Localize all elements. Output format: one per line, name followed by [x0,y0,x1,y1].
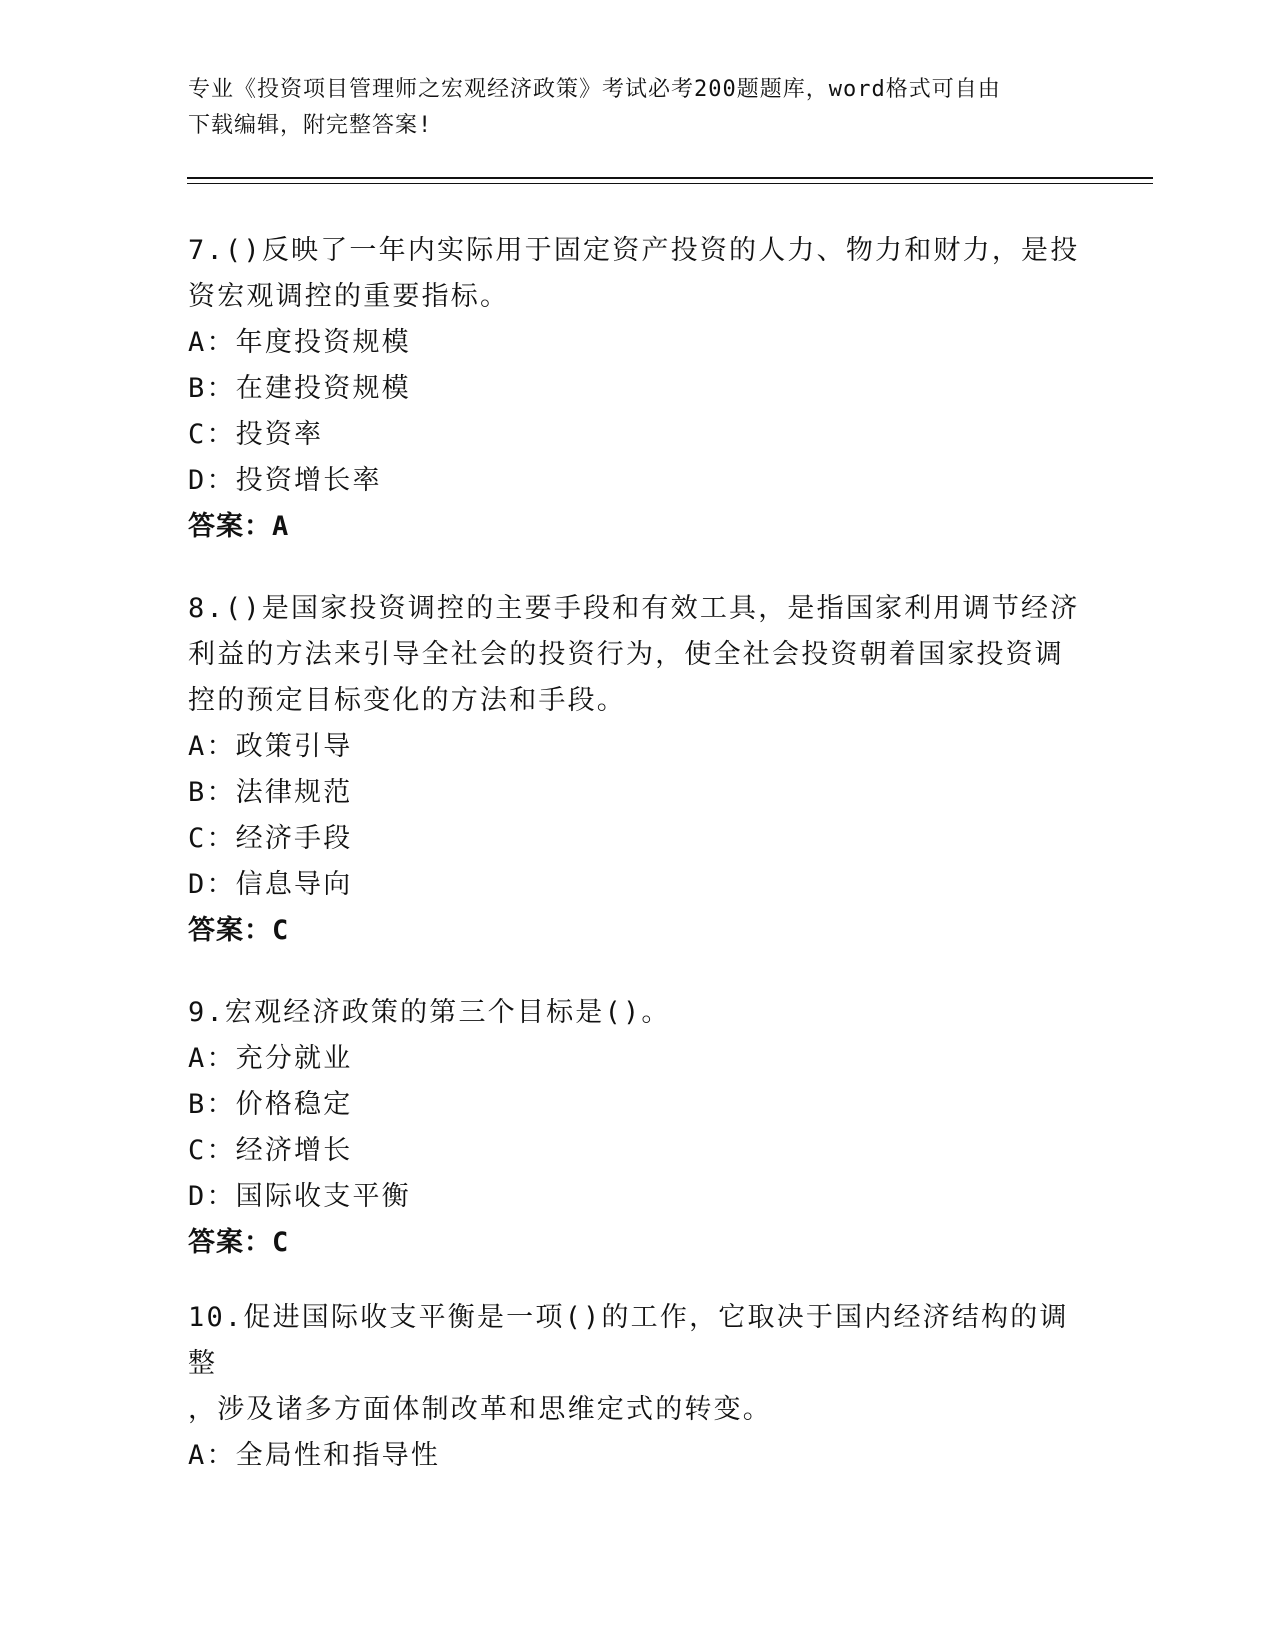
option-a: A：充分就业 [188,1043,353,1074]
option-b: B：在建投资规模 [188,373,411,404]
answer [188,504,1088,550]
answer [188,1220,1088,1266]
question-stem-line: 利益的方法来引导全社会的投资行为，使全社会投资朝着国家投资调 [188,639,1064,670]
option-a: A：全局性和指导性 [188,1440,441,1471]
option-b: B：价格稳定 [188,1089,353,1120]
answer [188,908,1088,954]
header-divider-thick [187,177,1153,179]
answer-label: 答案： [188,511,272,542]
option-c: C：经济手段 [188,823,353,854]
answer-value: C [272,1227,290,1258]
answer-value: C [272,915,290,946]
question-stem-line: 资宏观调控的重要指标。 [188,281,510,312]
option-d: D：投资增长率 [188,465,382,496]
document-header [188,72,1078,144]
header-line-1: 专业《投资项目管理师之宏观经济政策》考试必考200题题库，word格式可自由 [188,77,1001,102]
question-stem-line: 8.()是国家投资调控的主要手段和有效工具，是指国家利用调节经济 [188,593,1080,624]
question-stem-line: 7.()反映了一年内实际用于固定资产投资的人力、物力和财力，是投 [188,235,1080,266]
answer-label: 答案： [188,915,272,946]
option-d: D：信息导向 [188,869,353,900]
option-a: A：政策引导 [188,731,353,762]
header-line-2: 下载编辑，附完整答案! [188,113,433,138]
question-7 [188,228,1088,550]
answer-value: A [272,511,290,542]
question-8 [188,586,1088,954]
question-9 [188,990,1088,1266]
header-divider-thin [187,183,1153,184]
question-stem-line: 10.促进国际收支平衡是一项()的工作，它取决于国内经济结构的调整 [188,1302,1069,1379]
option-c: C：投资率 [188,419,324,450]
option-b: B：法律规范 [188,777,353,808]
question-10 [188,1295,1088,1479]
question-stem-line: ，涉及诸多方面体制改革和思维定式的转变。 [188,1394,772,1425]
option-d: D：国际收支平衡 [188,1181,411,1212]
option-a: A：年度投资规模 [188,327,411,358]
option-c: C：经济增长 [188,1135,353,1166]
answer-label: 答案： [188,1227,272,1258]
question-stem-line: 控的预定目标变化的方法和手段。 [188,685,626,716]
question-stem-line: 9.宏观经济政策的第三个目标是()。 [188,997,671,1028]
